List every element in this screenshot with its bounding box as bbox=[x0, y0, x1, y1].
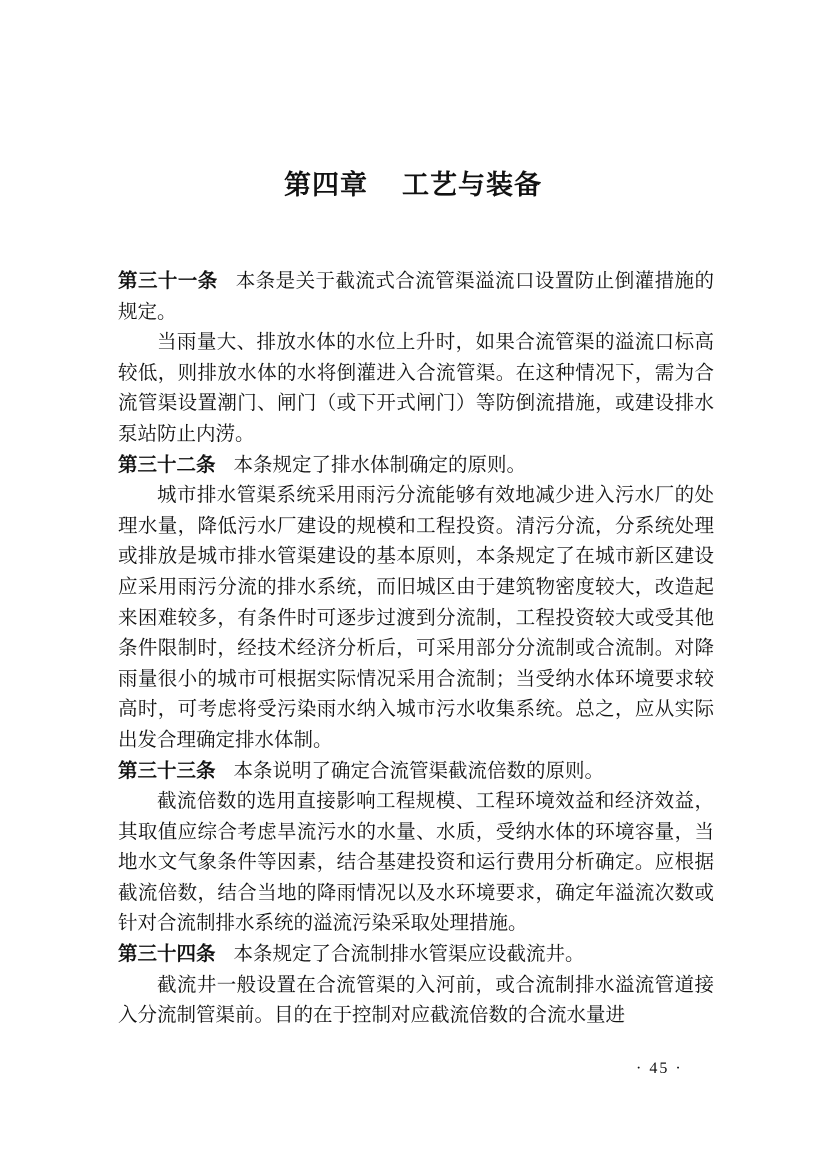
chapter-name: 工艺与装备 bbox=[402, 170, 542, 201]
article-body: 截流井一般设置在合流管渠的入河前，或合流制排水溢流管道接入分流制管渠前。目的在于控制对应截流倍数的合流水量进 bbox=[118, 972, 714, 1027]
article-summary: 本条是关于截流式合流管渠溢流口设置防止倒灌措施的规定。 bbox=[118, 269, 714, 323]
page-number: · 45 · bbox=[636, 1060, 683, 1077]
article-body: 城市排水管渠系统采用雨污分流能够有效地减少进入污水厂的处理水量，降低污水厂建设的规模和工程投资。清污分流，分系统处理或排放是城市排水管渠建设的基本原则，本条规定了在城市新区建设应采用雨污分流的排水系统，而旧城区由于建筑物密度较大，改造起来困难较多，有条件时可逐步过渡到分流制，工程投资较大或受其他条件限制时，经技术经济分析后，可采用部分分流制或合流制。对降雨量很小的城市可根据实际情况采用合流制；当受纳水体环境要求较高时，可考虑将受污染雨水纳入城市污水收集系统。总之，应从实际出发合理确定排水体制。 bbox=[118, 483, 714, 751]
article-number: 第三十二条 bbox=[118, 452, 216, 476]
article-heading bbox=[118, 450, 714, 481]
article-number: 第三十三条 bbox=[118, 758, 216, 782]
article-number: 第三十一条 bbox=[118, 269, 218, 292]
article-list bbox=[118, 266, 714, 1031]
article-summary: 本条说明了确定合流管渠截流倍数的原则。 bbox=[233, 758, 605, 782]
article-body: 截流倍数的选用直接影响工程规模、工程环境效益和经济效益，其取值应综合考虑旱流污水的水量、水质，受纳水体的环境容量，当地水文气象条件等因素，结合基建投资和运行费用分析确定。应根据截流倍数，结合当地的降雨情况以及水环境要求，确定年溢流次数或针对合流制排水系统的溢流污染采取处理措施。 bbox=[118, 789, 714, 935]
article-heading bbox=[118, 756, 714, 787]
article-summary: 本条规定了合流制排水管渠应设截流井。 bbox=[233, 942, 585, 966]
article-heading bbox=[118, 266, 714, 327]
article-summary: 本条规定了排水体制确定的原则。 bbox=[233, 452, 527, 476]
article-number: 第三十四条 bbox=[118, 942, 216, 966]
article-body: 当雨量大、排放水体的水位上升时，如果合流管渠的溢流口标高较低，则排放水体的水将倒灌进入合流管渠。在这种情况下，需为合流管渠设置潮门、闸门（或下开式闸门）等防倒流措施，或建设排水泵站防止内涝。 bbox=[118, 330, 714, 445]
chapter-title bbox=[0, 166, 826, 206]
chapter-number: 第四章 bbox=[284, 170, 368, 201]
article-heading bbox=[118, 939, 714, 970]
